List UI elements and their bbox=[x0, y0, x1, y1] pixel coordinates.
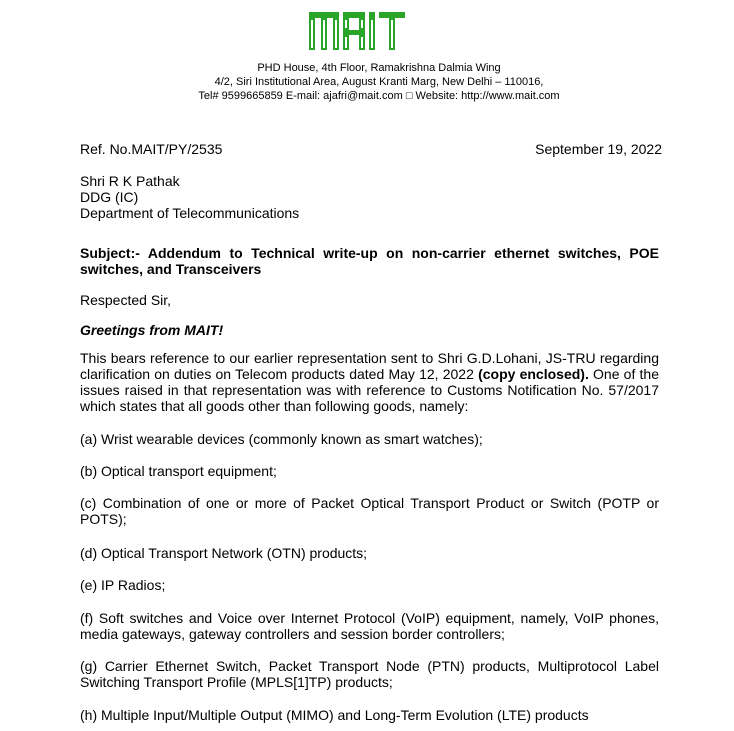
copy-enclosed-note: (copy enclosed). bbox=[478, 366, 589, 382]
greeting: Greetings from MAIT! bbox=[80, 322, 224, 338]
address-line-2: 4/2, Siri Institutional Area, August Kranti Marg, New Delhi – 110016, bbox=[214, 76, 544, 88]
letter-date: September 19, 2022 bbox=[535, 141, 662, 157]
list-item-c: (c) Combination of one or more of Packet Optical Transport Product or Switch (POTP or POTS); bbox=[80, 495, 659, 527]
list-item-e: (e) IP Radios; bbox=[80, 577, 166, 593]
recipient-department: Department of Telecommunications bbox=[80, 205, 300, 221]
recipient-designation: DDG (IC) bbox=[80, 189, 139, 205]
contact-line: Tel# 9599665859 E-mail: ajafri@mait.com □ Website: http://www.mait.com bbox=[198, 90, 560, 102]
list-item-f: (f) Soft switches and Voice over Internet Protocol (VoIP) equipment, namely, VoIP phones, media gateways, gateway controllers and session border controllers; bbox=[80, 610, 659, 642]
body-paragraph bbox=[80, 350, 659, 414]
salutation: Respected Sir, bbox=[80, 292, 172, 308]
subject-line: Subject:- Addendum to Technical write-up on non-carrier ethernet switches, POE switches, and Transceivers bbox=[80, 245, 659, 277]
list-item-g: (g) Carrier Ethernet Switch, Packet Transport Node (PTN) products, Multiprotocol Label Switching Transport Profile (MPLS[1]TP) products; bbox=[80, 658, 659, 690]
list-item-a: (a) Wrist wearable devices (commonly known as smart watches); bbox=[80, 431, 483, 447]
body-text-1: This bears reference to our earlier representation sent to Shri G.D.Lohani, JS-TRU regarding clarification on duties on Telecom products dated May 12, 2022 bbox=[80, 350, 659, 382]
recipient-block bbox=[80, 173, 659, 221]
list-item-b: (b) Optical transport equipment; bbox=[80, 463, 277, 479]
recipient-name: Shri R K Pathak bbox=[80, 173, 180, 189]
list-item-h: (h) Multiple Input/Multiple Output (MIMO) and Long-Term Evolution (LTE) products bbox=[80, 707, 589, 723]
list-item-d: (d) Optical Transport Network (OTN) products; bbox=[80, 545, 368, 561]
mait-logo bbox=[309, 8, 405, 52]
reference-number: Ref. No.MAIT/PY/2535 bbox=[80, 141, 223, 157]
body-text-2: One of the issues raised in that representation was with reference to Customs Notification No. 57/2017 which states that all goods other than following goods, namely: bbox=[80, 366, 659, 414]
address-line-1: PHD House, 4th Floor, Ramakrishna Dalmia Wing bbox=[257, 62, 501, 74]
